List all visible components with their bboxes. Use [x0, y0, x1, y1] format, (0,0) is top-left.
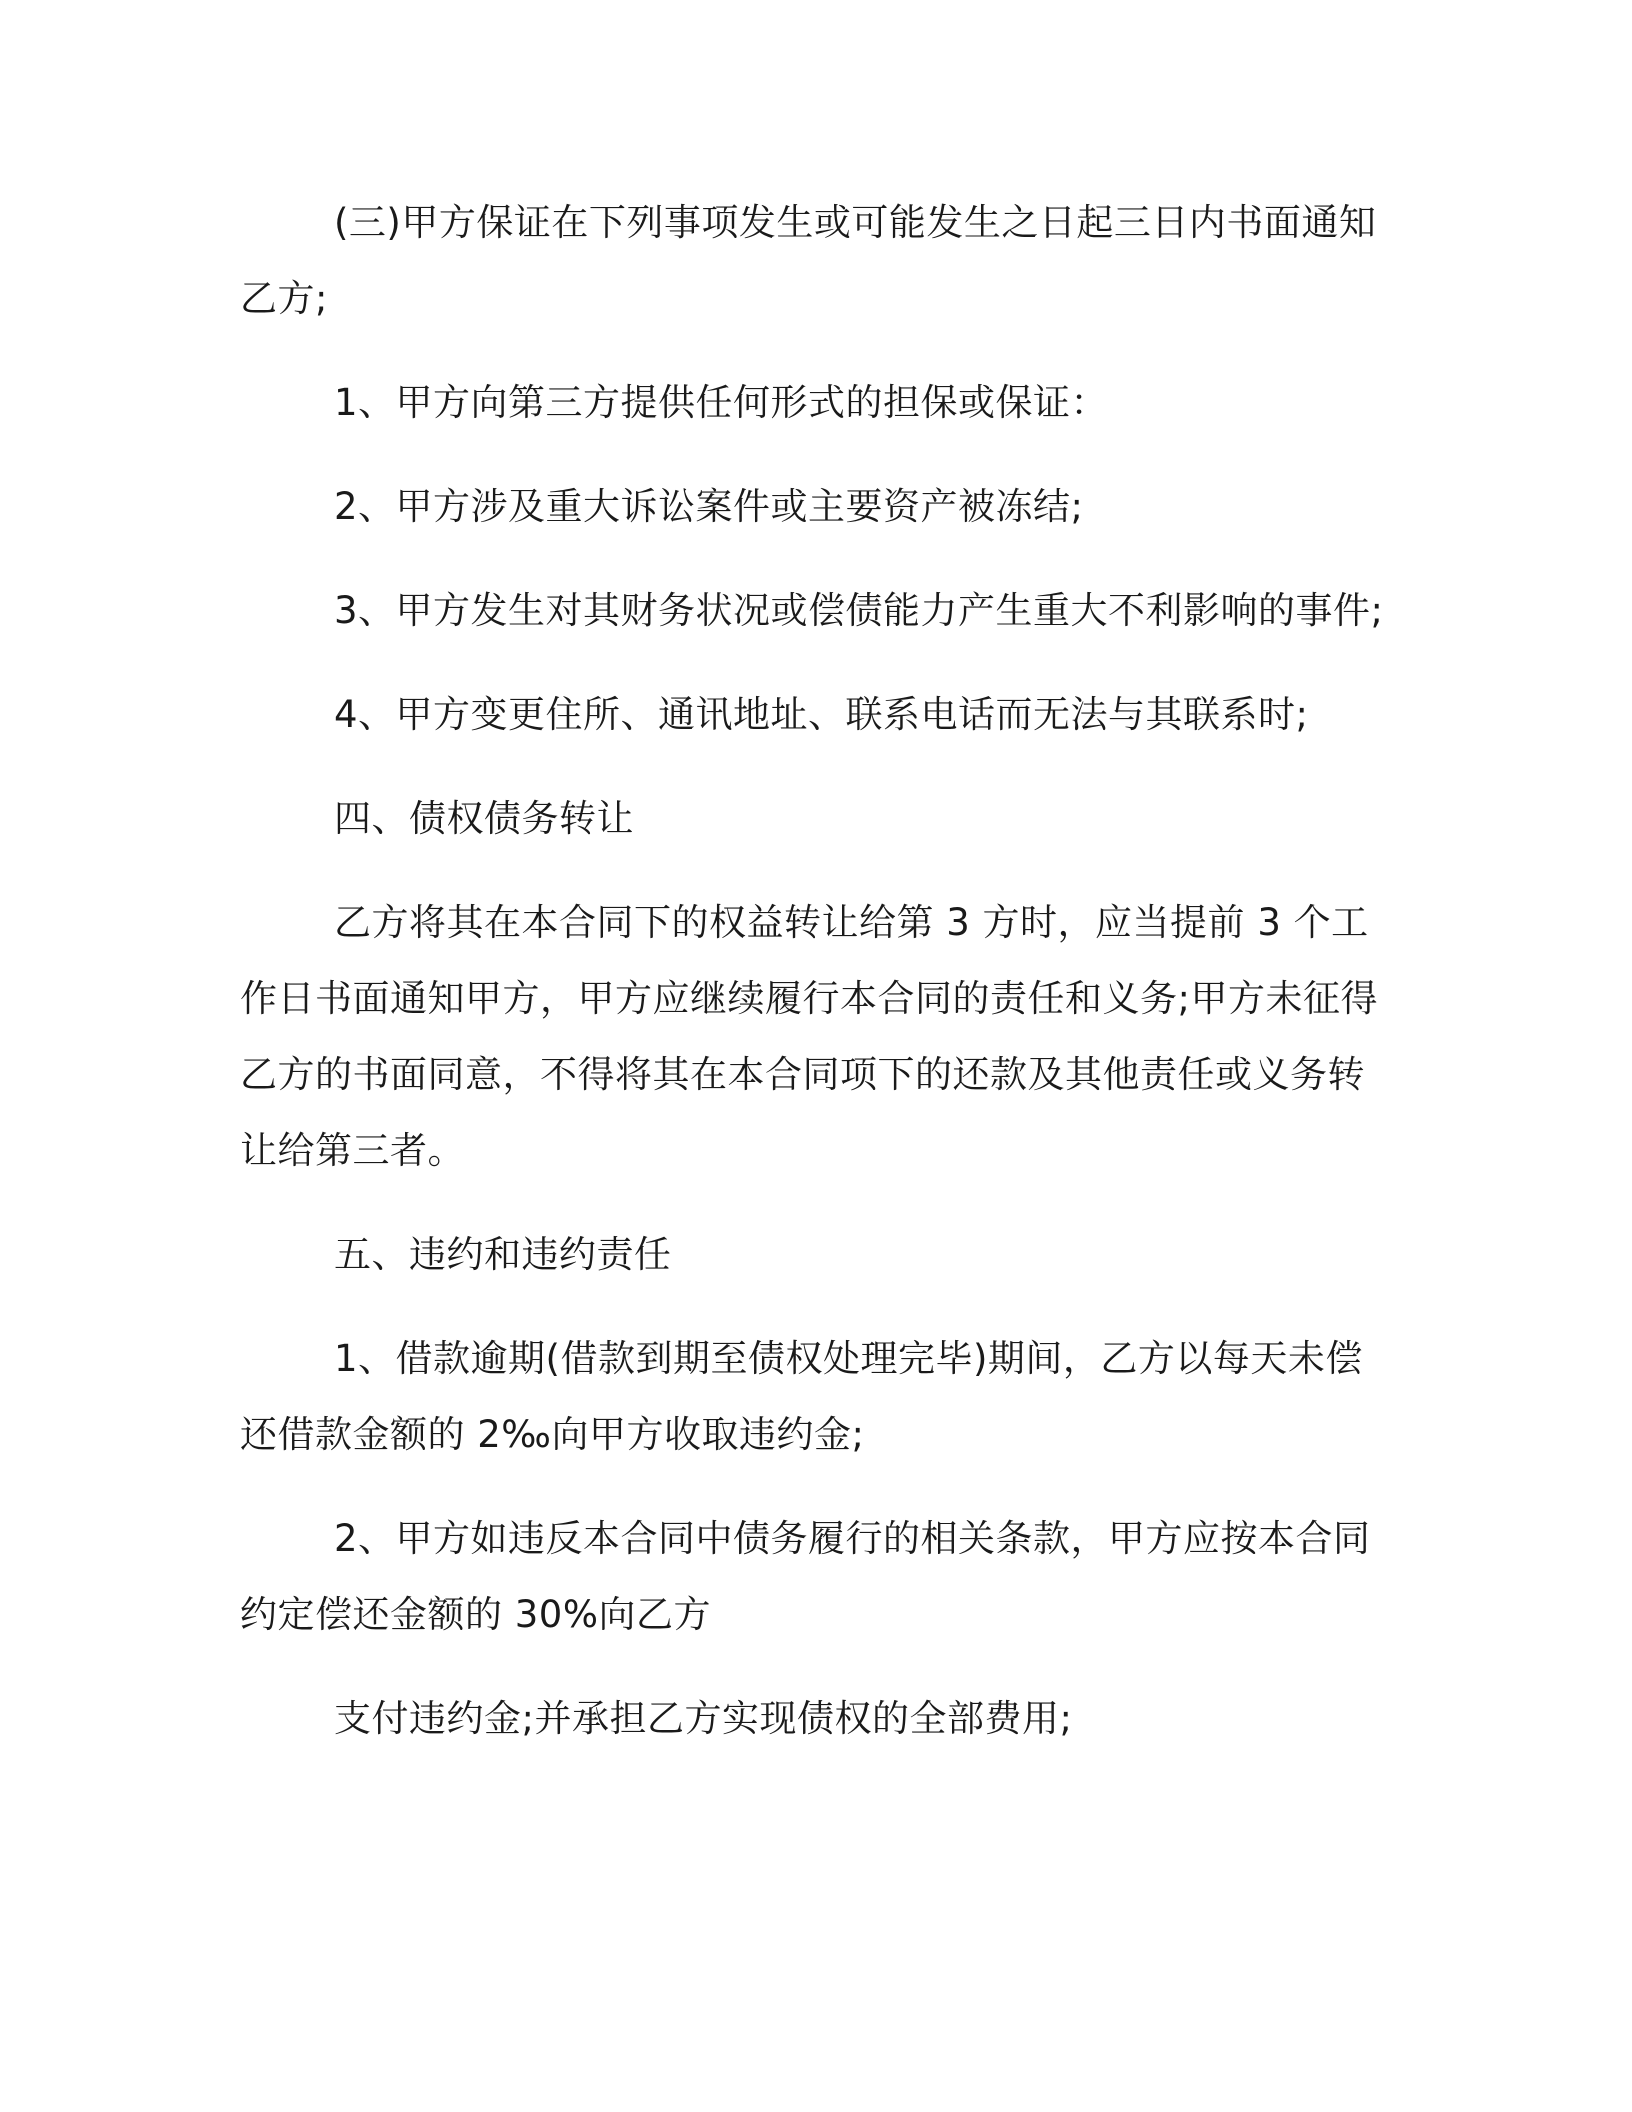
section-heading-breach: 五、违约和违约责任 [334, 1233, 672, 1276]
document-body [240, 185, 1400, 1785]
list-item-breach-penalty: 2、甲方如违反本合同中债务履行的相关条款，甲方应按本合同约定偿还金额的 30%向乙方 [240, 1517, 1371, 1636]
paragraph-penalty-continuation: 支付违约金;并承担乙方实现债权的全部费用; [334, 1697, 1073, 1740]
list-item-financial-impact: 3、甲方发生对其财务状况或偿债能力产生重大不利影响的事件; [334, 589, 1384, 632]
paragraph-notification-clause: (三)甲方保证在下列事项发生或可能发生之日起三日内书面通知乙方; [240, 201, 1377, 320]
list-item-guarantee: 1、甲方向第三方提供任何形式的担保或保证： [334, 381, 1109, 424]
section-heading-transfer: 四、债权债务转让 [334, 797, 634, 840]
paragraph-transfer-terms: 乙方将其在本合同下的权益转让给第 3 方时，应当提前 3 个工作日书面通知甲方，甲方应继续履行本合同的责任和义务;甲方未征得乙方的书面同意，不得将其在本合同项下的还款及其他责任或义务转让给第三者。 [240, 901, 1378, 1172]
list-item-litigation: 2、甲方涉及重大诉讼案件或主要资产被冻结; [334, 485, 1084, 528]
list-item-address-change: 4、甲方变更住所、通讯地址、联系电话而无法与其联系时; [334, 693, 1309, 736]
list-item-overdue-penalty: 1、借款逾期(借款到期至债权处理完毕)期间，乙方以每天未偿还借款金额的 2‰向甲方收取违约金; [240, 1337, 1363, 1456]
